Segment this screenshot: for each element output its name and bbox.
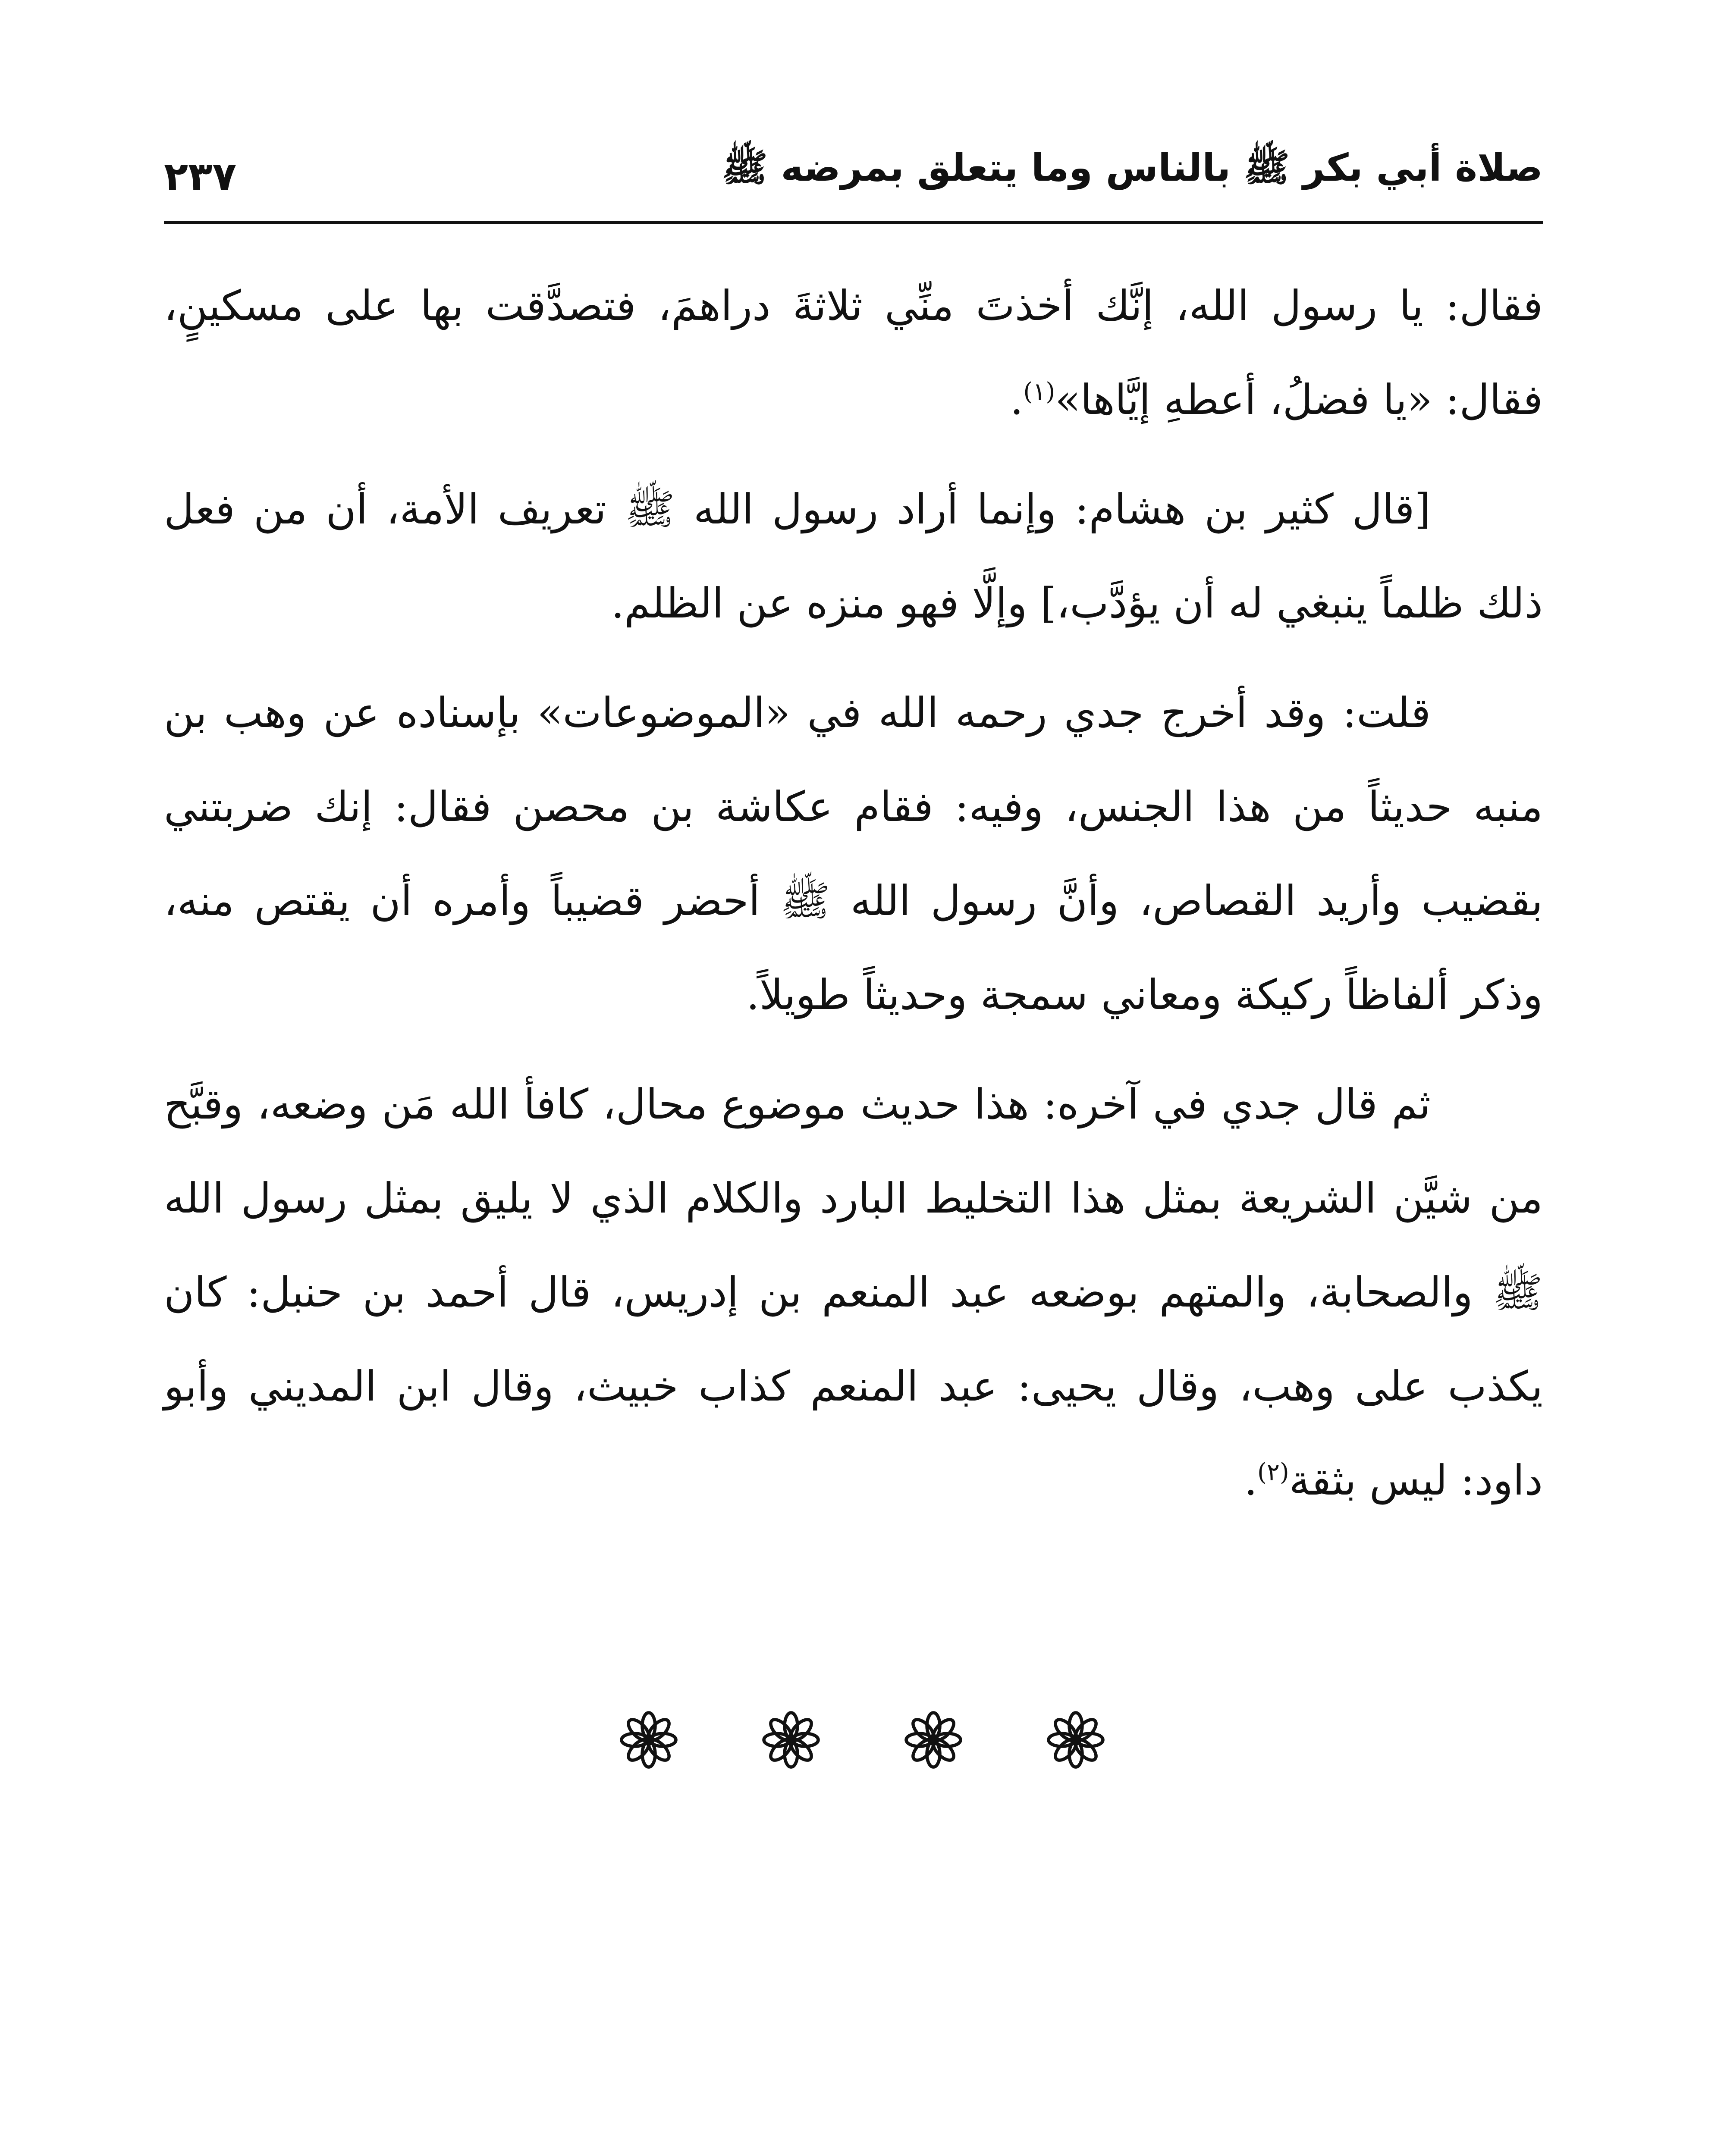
footnote-ref-1: (١) [1023,378,1055,406]
paragraph-1-text: فقال: يا رسول الله، إنَّك أخذتَ منِّي ثلاثةَ دراهمَ، فتصدَّقت بها على مسكينٍ، فقال: «يا فضلُ، أعطهِ إيَّاها» [164,282,1543,424]
paragraph-3: قلت: وقد أخرج جدي رحمه الله في «الموضوعات» بإسناده عن وهب بن منبه حديثاً من هذا الجنس، وفيه: فقام عكاشة بن محصن فقال: إنك ضربتني بقضيب وأريد القصاص، وأنَّ رسول الله ﷺ أحضر قضيباً وأمره أن يقتص منه، وذكر ألفاظاً ركيكة ومعاني سمجة وحديثاً طويلاً. [164,689,1543,1019]
paragraph-4-end: . [1244,1456,1257,1504]
flower-ornament-icon [901,1708,966,1772]
flower-ornament-icon [759,1708,823,1772]
paragraph-4 [164,1057,1543,1527]
paragraph-1 [164,259,1543,447]
footnote-ref-2: (٢) [1257,1458,1289,1486]
flower-ornament-icon [1043,1708,1108,1772]
body-text [164,259,1543,1543]
paragraph-1-end: . [1010,376,1024,424]
running-title: صلاة أبي بكر ﷺ بالناس وما يتعلق بمرضه ﷺ [722,145,1543,190]
page-header [164,147,1543,224]
page-number: ٢٣٧ [164,154,237,200]
paragraph-4-text: ثم قال جدي في آخره: هذا حديث موضوع محال، كافأ الله مَن وضعه، وقبَّح من شيَّن الشريعة بمثل هذا التخليط البارد والكلام الذي لا يليق بمثل رسول الله ﷺ والصحابة، والمتهم بوضعه عبد المنعم بن إدريس، قال أحمد بن حنبل: كان يكذب على وهب، وقال يحيى: عبد المنعم كذاب خبيث، وقال ابن المديني وأبو داود: ليس بثقة [164,1080,1543,1504]
paragraph-2: [قال كثير بن هشام: وإنما أراد رسول الله ﷺ تعريف الأمة، أن من فعل ذلك ظلماً ينبغي له أن يؤدَّب،] وإلَّا فهو منزه عن الظلم. [164,485,1543,627]
section-ornaments [0,1708,1724,1772]
flower-ornament-icon [616,1708,681,1772]
